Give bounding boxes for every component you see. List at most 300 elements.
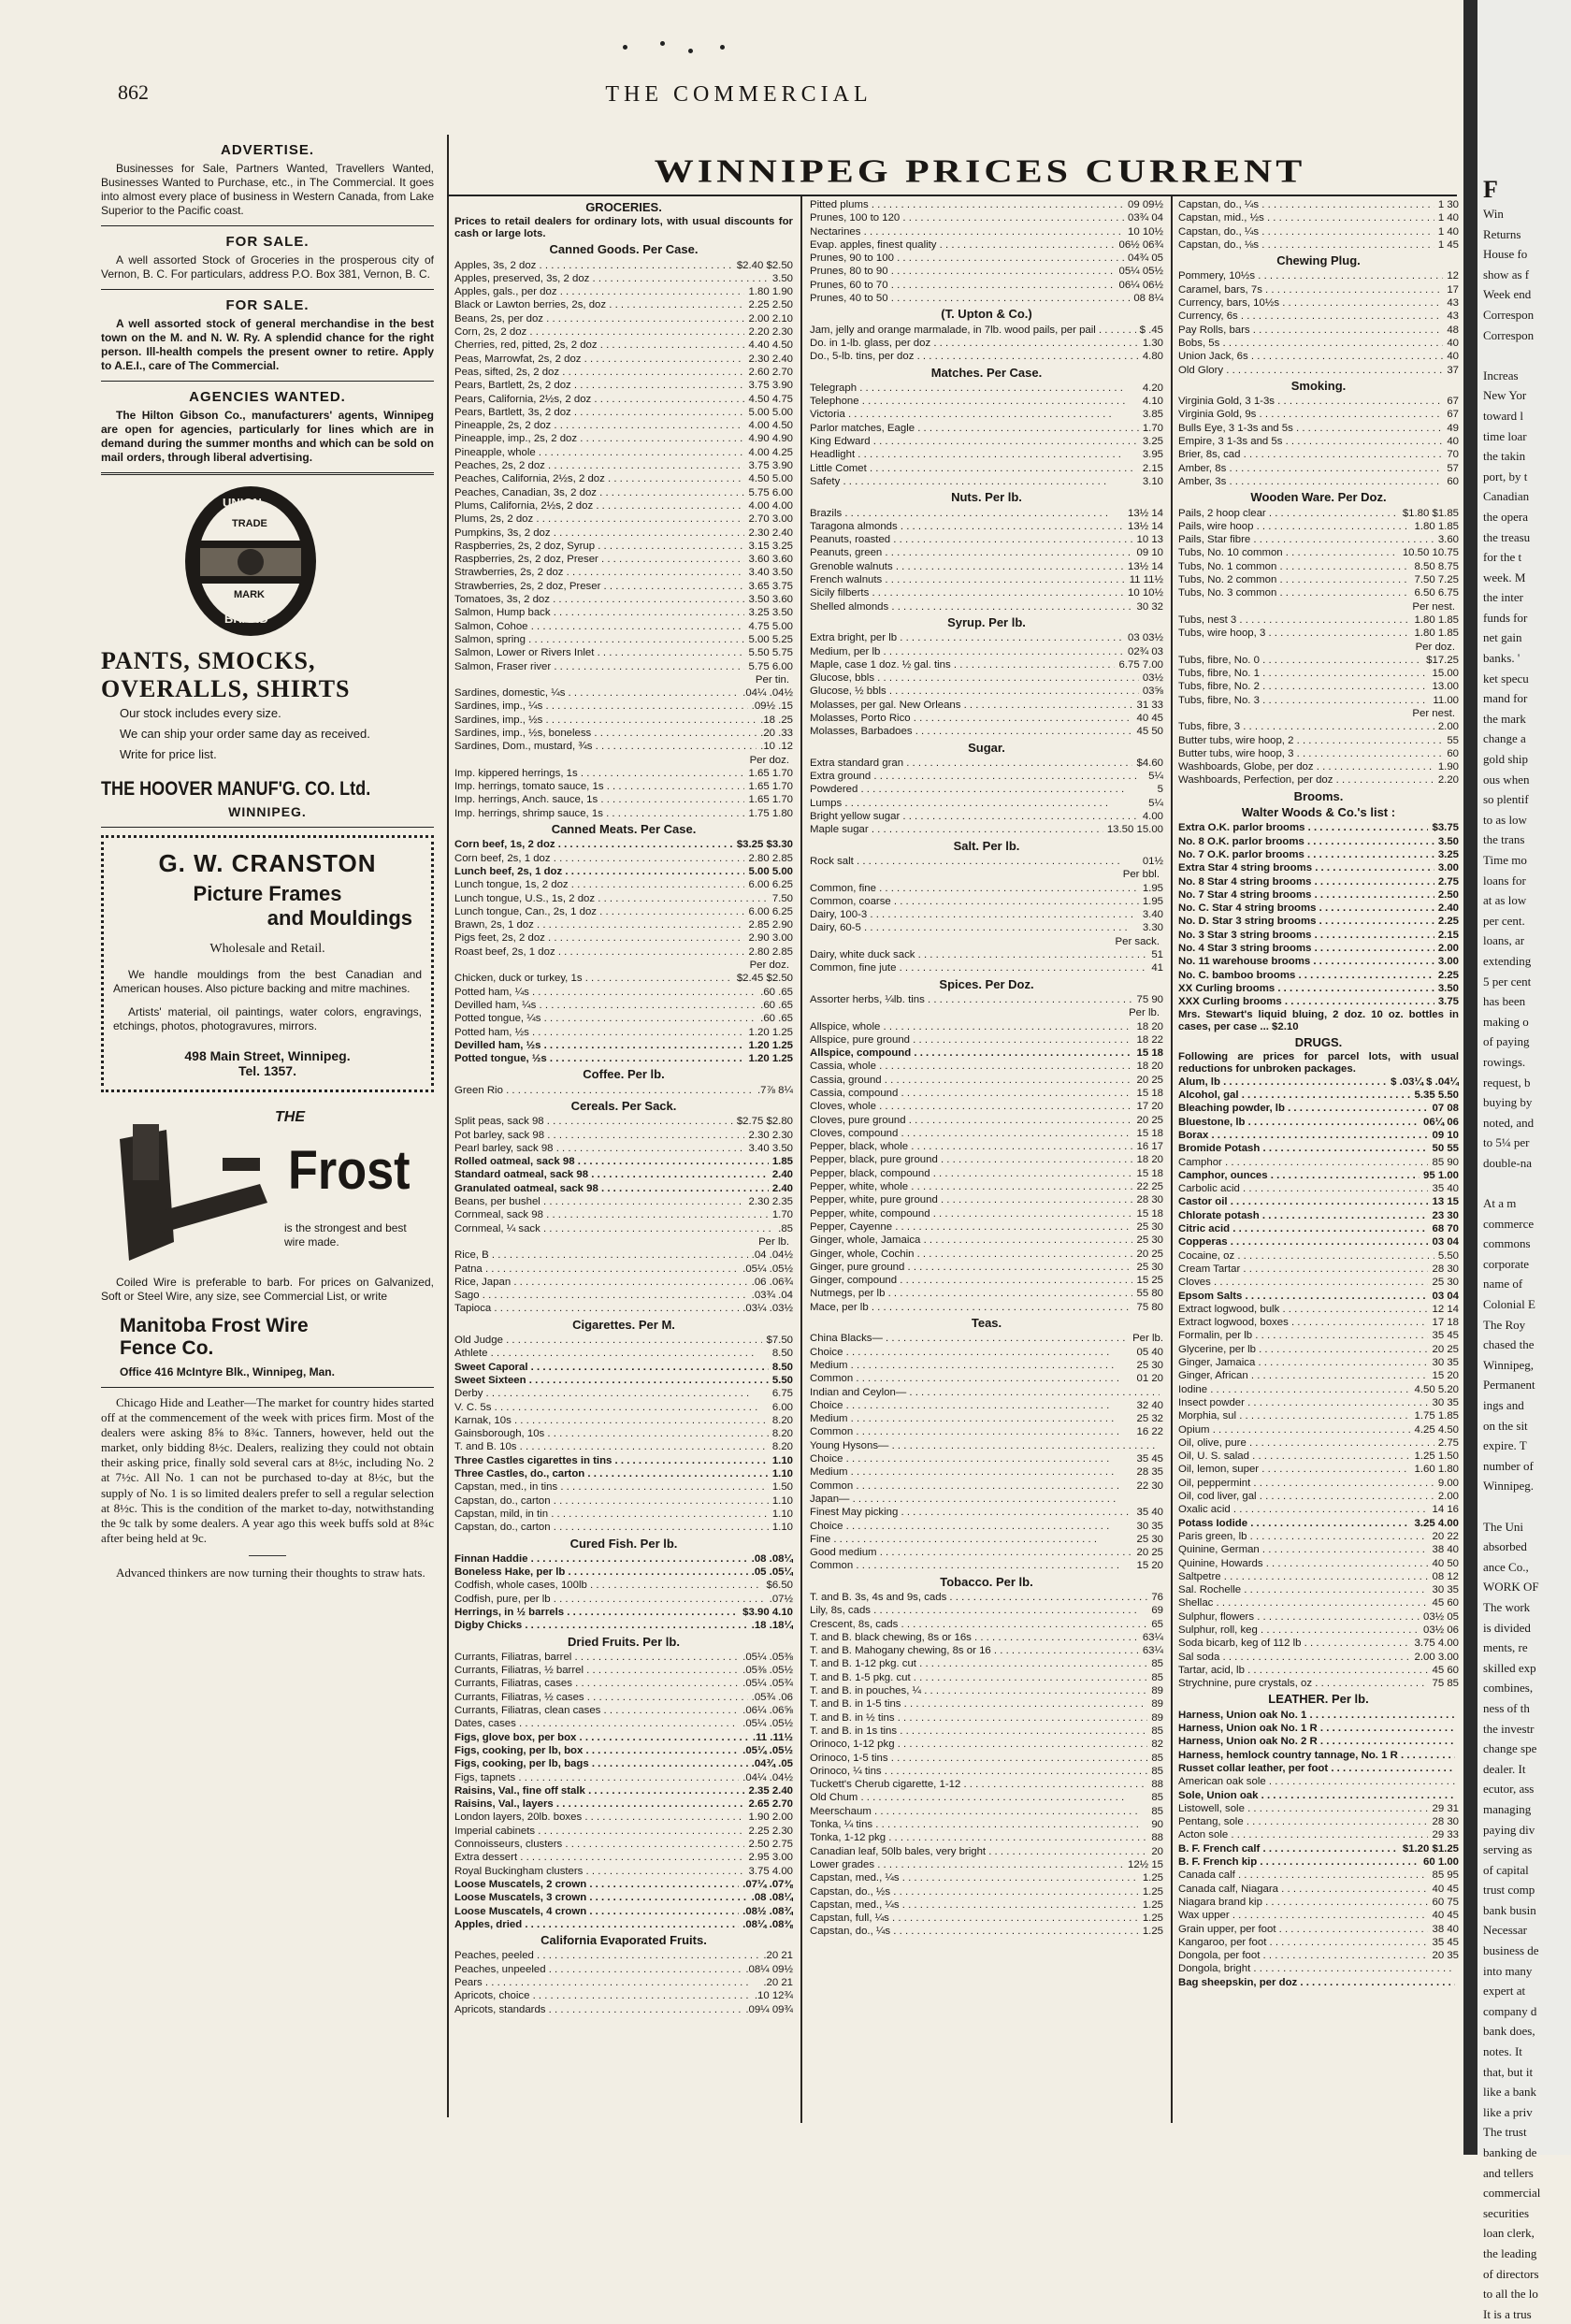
price-item-value: 2.25 2.30 (748, 1825, 793, 1837)
price-item-value: 76 (1151, 1591, 1163, 1603)
price-row (1178, 211, 1459, 224)
for-sale-text: A well assorted stock of general merchandise in the best town on the M. and N. W. Ry. A splendid chance for the right person. Ill-health compels the present owner to retire. Apply to A.E.I., care of The Commercial. (101, 317, 434, 372)
price-item-value: 67 (1447, 396, 1459, 408)
price-item-value (1455, 1749, 1459, 1762)
price-row (810, 783, 1163, 796)
price-row (810, 395, 1163, 408)
price-item-value: 1.10 (771, 1494, 793, 1507)
price-row (454, 432, 793, 445)
price-item-value (1160, 1493, 1163, 1506)
price-item-value: 4.50 5.00 (748, 473, 793, 485)
price-item-name: T. and B. 10s . . . (454, 1440, 769, 1453)
union-word: UNION (223, 496, 262, 510)
price-item-name: Pears, Bartlett, 3s, 2 doz . . . (454, 406, 744, 419)
price-item-value: 3.30 (1142, 922, 1163, 934)
price-item-name: Medium . . . (810, 1359, 1132, 1372)
hoover-city: WINNIPEG. (228, 804, 307, 819)
adjacent-page-line: ings and (1483, 1398, 1524, 1413)
price-row (1178, 1762, 1459, 1775)
price-item-value: 15.00 (1432, 668, 1459, 680)
price-item-value: 17 18 (1432, 1317, 1459, 1329)
price-item-name: Tubs, fibre, No. 3 . . . (1178, 694, 1429, 707)
price-item-name: Tubs, fibre, No. 1 . . . (1178, 667, 1428, 680)
price-row (1178, 350, 1459, 363)
price-item-value: .05¼ .05½ (742, 1718, 793, 1730)
price-row (810, 238, 1163, 252)
price-item-value: 17 20 (1136, 1101, 1163, 1113)
price-item-value: 35 45 (1432, 1936, 1459, 1948)
price-item-value: 3.25 4.00 (1414, 1517, 1459, 1529)
divider (101, 472, 434, 475)
price-item-name: Common . . . (810, 1425, 1132, 1438)
price-item-name: Acton sole . . . (1178, 1828, 1428, 1841)
adjacent-page-line: Returns (1483, 226, 1521, 241)
price-row (454, 406, 793, 419)
price-item-value: 1.25 (1142, 1885, 1163, 1898)
price-item-value: 01½ (1142, 855, 1163, 867)
price-item-name: Washboards, Globe, per doz . . . (1178, 760, 1434, 773)
price-item-name: Maple sugar . . . (810, 823, 1103, 836)
price-row (810, 1506, 1163, 1519)
price-row (810, 1248, 1163, 1261)
price-row (454, 1963, 793, 1976)
price-item-name: Opium . . . (1178, 1423, 1410, 1436)
price-item-value: 30 35 (1432, 1584, 1459, 1596)
price-row (810, 1818, 1163, 1831)
price-row (1178, 915, 1459, 928)
price-item-name: Choice . . . (810, 1520, 1132, 1533)
price-row (454, 727, 793, 740)
price-item-name: Capstan, full, ¼s . . . (810, 1912, 1139, 1925)
price-item-value (1455, 1762, 1459, 1775)
adjacent-page-line: dealer. It (1483, 1761, 1526, 1776)
price-item-value: 1.25 (1142, 1872, 1163, 1884)
adjacent-page-line: absorbed (1483, 1539, 1527, 1554)
price-unit-label: Per doz. (1415, 641, 1455, 653)
price-item-name: Digby Chicks . . . (454, 1619, 748, 1632)
price-row (1178, 747, 1459, 760)
adjacent-page-line: Colonial E (1483, 1297, 1535, 1312)
price-row (810, 1193, 1163, 1206)
price-item-name: Salmon, Cohoe . . . (454, 620, 744, 633)
adjacent-page-line: ecutor, ass (1483, 1782, 1535, 1797)
price-row (454, 1771, 793, 1784)
price-item-name: Roast beef, 2s, 1 doz . . . (454, 945, 744, 959)
price-item-value: .05¾ .06 (751, 1691, 793, 1703)
price-row (1178, 627, 1459, 640)
price-row (454, 1414, 793, 1427)
adjacent-page-line: Necessar (1483, 1923, 1527, 1938)
price-item-value: 3.60 (1437, 534, 1459, 546)
price-item-value (1455, 1735, 1459, 1748)
price-item-name: Sulphur, roll, keg . . . (1178, 1624, 1420, 1637)
price-item-value: 03½ 05 (1422, 1610, 1459, 1623)
price-item-name: Devilled ham, ¼s . . . (454, 999, 757, 1012)
price-unit-label: Per lb. (1129, 1007, 1160, 1019)
price-item-name: Sweet Sixteen . . . (454, 1374, 769, 1387)
price-row (810, 921, 1163, 934)
price-row (810, 797, 1163, 810)
price-item-value: 12 14 (1432, 1303, 1459, 1315)
divider (101, 1387, 434, 1388)
price-item-name: Little Comet . . . (810, 462, 1139, 475)
price-row (1178, 395, 1459, 408)
price-item-name: Ginger, Jamaica . . . (1178, 1356, 1428, 1369)
price-row (1178, 1463, 1459, 1476)
adjacent-page-line: securities (1483, 2205, 1530, 2220)
print-speck (623, 45, 627, 50)
price-item-value: 28 30 (1432, 1263, 1459, 1275)
price-item-value: 65 (1151, 1618, 1163, 1630)
price-item-name: Pears, California, 2½s, 2 doz . . . (454, 393, 744, 406)
price-item-name: Allspice, whole . . . (810, 1020, 1132, 1033)
adjacent-page-line: time loar (1483, 428, 1527, 443)
price-item-value: 3.40 3.50 (748, 1142, 793, 1154)
adjacent-page-line: ments, re (1483, 1640, 1528, 1655)
price-item-value: 60 (1447, 475, 1459, 487)
price-item-name: Brawn, 2s, 1 doz . . . (454, 918, 744, 931)
price-item-name: Finest May picking . . . (810, 1506, 1132, 1519)
price-row (454, 878, 793, 891)
adjacent-page-line: The Uni (1483, 1519, 1523, 1534)
price-item-name: Maple, case 1 doz. ½ gal. tins . . . (810, 658, 1115, 671)
price-item-name: Common, fine jute . . . (810, 961, 1147, 974)
price-item-value: 1.95 (1142, 895, 1163, 907)
price-item-name: Cherries, red, pitted, 2s, 2 doz . . . (454, 339, 744, 352)
price-item-value: 28 35 (1136, 1466, 1163, 1479)
price-item-name: Kangaroo, per foot . . . (1178, 1936, 1428, 1949)
price-item-name: No. 8 O.K. parlor brooms . . . (1178, 835, 1434, 848)
price-row (810, 712, 1163, 725)
price-item-value: 40 45 (1432, 1883, 1459, 1895)
price-row (454, 272, 793, 285)
adjacent-page-line: at as low (1483, 893, 1527, 908)
price-row (1178, 1557, 1459, 1570)
adjacent-page-line: loan clerk, (1483, 2226, 1535, 2241)
brand-word: BRAND (224, 612, 268, 626)
price-item-value: .05¼ .05½ (742, 1263, 793, 1275)
price-section-heading: Teas. (971, 1316, 1002, 1331)
price-item-name: Extra bright, per lb . . . (810, 631, 1124, 644)
price-row (810, 823, 1163, 836)
price-item-value (1455, 1709, 1459, 1722)
price-row (810, 382, 1163, 395)
price-item-name: Peanuts, green . . . (810, 546, 1132, 559)
price-row (454, 606, 793, 619)
price-row (1178, 835, 1459, 848)
price-row (1178, 995, 1459, 1008)
price-item-name: Cocaine, oz . . . (1178, 1249, 1434, 1263)
price-row (454, 1606, 793, 1619)
price-item-value: .06¼ .06⅝ (742, 1705, 793, 1717)
price-row (810, 435, 1163, 448)
price-item-value: 8.20 (771, 1441, 793, 1453)
price-row (1178, 1075, 1459, 1089)
price-item-value: 30 35 (1136, 1520, 1163, 1532)
adjacent-page-line: skilled exp (1483, 1660, 1536, 1675)
price-row (454, 905, 793, 918)
price-item-value: 3.10 (1142, 475, 1163, 487)
adjacent-page-line: Increas (1483, 368, 1519, 383)
price-item-value: 15 18 (1136, 1167, 1163, 1179)
price-row (1178, 1369, 1459, 1382)
price-row (1178, 324, 1459, 337)
price-item-name: No. 11 warehouse brooms . . . (1178, 955, 1434, 968)
price-column-middle (810, 198, 1163, 1939)
price-item-name: Black or Lawton berries, 2s, doz . . . (454, 298, 744, 311)
price-row (1178, 1490, 1459, 1503)
price-item-name: Paris green, lb . . . (1178, 1530, 1428, 1543)
price-row (810, 1791, 1163, 1804)
price-item-value: 12 (1447, 270, 1459, 282)
price-row (454, 499, 793, 512)
price-item-name: Quinine, German . . . (1178, 1543, 1428, 1556)
adjacent-page-line: commerce (1483, 1216, 1535, 1231)
price-row (1178, 560, 1459, 573)
price-item-value: 63¼ (1142, 1645, 1163, 1657)
price-item-name: Imperial cabinets . . . (454, 1825, 744, 1838)
price-item-value: 01 20 (1136, 1373, 1163, 1385)
price-row (454, 1878, 793, 1891)
price-row (1178, 1436, 1459, 1450)
price-item-value: 1.25 (1142, 1926, 1163, 1938)
price-item-name: Raisins, Val., layers . . . (454, 1797, 744, 1811)
price-section-heading: Spices. Per Doz. (939, 976, 1034, 991)
price-item-value: 20 25 (1136, 1114, 1163, 1126)
adjacent-page-line: buying by (1483, 1095, 1533, 1110)
price-item-name: Pineapple, whole . . . (454, 446, 744, 459)
price-row (810, 1060, 1163, 1073)
price-item-value: $6.50 (766, 1580, 793, 1592)
price-item-value: 15 18 (1136, 1047, 1163, 1060)
price-item-name: Capstan, do., ¼s . . . (1178, 225, 1434, 238)
hoover-heading: OVERALLS, SHIRTS (101, 675, 351, 702)
price-item-name: Peanuts, roasted . . . (810, 533, 1132, 546)
price-item-value: 55 (1447, 734, 1459, 746)
price-item-value: 31 33 (1136, 699, 1163, 711)
price-item-name: Ginger, pure ground . . . (810, 1261, 1132, 1274)
price-item-value: 8.50 8.75 (1414, 560, 1459, 572)
price-item-value: 85 (1151, 1805, 1163, 1817)
price-item-name: Dongola, per foot . . . (1178, 1949, 1428, 1962)
price-row (454, 339, 793, 352)
price-item-name: Castor oil . . . (1178, 1195, 1428, 1208)
price-unit-label: Per tin. (755, 673, 789, 686)
price-item-name: Borax . . . (1178, 1129, 1428, 1142)
price-item-name: Old Chum . . . (810, 1791, 1147, 1804)
price-item-name: Tubs, fibre, 3 . . . (1178, 720, 1434, 733)
price-row (454, 1347, 793, 1360)
price-row (1178, 586, 1459, 599)
adjacent-page-line: change spe (1483, 1741, 1537, 1756)
price-row (1178, 1962, 1459, 1975)
price-item-value: 8.50 (771, 1361, 793, 1373)
price-row (454, 459, 793, 472)
price-section-heading: Nuts. Per lb. (951, 490, 1022, 505)
price-item-name: T. and B. 3s, 4s and 9s, cads . . . (810, 1591, 1147, 1604)
price-item-value: 03 04 (1432, 1236, 1459, 1249)
price-item-name: Grenoble walnuts . . . (810, 560, 1124, 573)
price-row (810, 225, 1163, 238)
price-item-value: 23 30 (1432, 1209, 1459, 1221)
price-item-name: Tonka, ¼ tins . . . (810, 1818, 1147, 1831)
price-item-value: 2.30 2.40 (748, 353, 793, 365)
price-item-name: Oil, lemon, super . . . (1178, 1463, 1410, 1476)
price-item-name: Glucose, ½ bbls . . . (810, 685, 1139, 698)
price-item-name: T. and B. 1-5 pkg. cut . . . (810, 1671, 1147, 1684)
price-row (454, 1182, 793, 1195)
price-item-value: 32 40 (1136, 1399, 1163, 1411)
price-item-name: Orinoco, 1-5 tins . . . (810, 1752, 1147, 1765)
price-unit-label: Per doz. (749, 960, 789, 972)
price-item-value: 5.75 6.00 (748, 486, 793, 498)
price-item-name: Plums, California, 2½s, 2 doz . . . (454, 499, 744, 512)
price-item-value: 20 35 (1432, 1950, 1459, 1962)
price-item-name: Wax upper . . . (1178, 1909, 1428, 1922)
price-row (810, 533, 1163, 546)
price-row (1178, 1596, 1459, 1609)
price-item-name: Citric acid . . . (1178, 1222, 1428, 1235)
price-item-value: 2.00 3.00 (1414, 1651, 1459, 1663)
price-item-value: 37 (1447, 364, 1459, 376)
adjacent-page-line: expire. T (1483, 1438, 1527, 1453)
price-row (1178, 1316, 1459, 1329)
price-item-name: Raisins, Val., fine off stalk . . . (454, 1784, 744, 1797)
price-item-value: 2.25 2.50 (748, 299, 793, 311)
adjacent-page-line: Correspon (1483, 327, 1535, 342)
price-item-value: 15 18 (1136, 1088, 1163, 1099)
price-row (810, 573, 1163, 586)
adjacent-page-line: toward l (1483, 408, 1523, 423)
price-item-value: .03¾ .04 (751, 1290, 793, 1302)
price-section-heading: Salt. Per lb. (953, 838, 1020, 853)
price-item-name: Codfish, pure, per lb . . . (454, 1593, 766, 1606)
price-item-value: $7.50 (766, 1335, 793, 1347)
price-row (1178, 1789, 1459, 1802)
frost-name: Frost (288, 1140, 411, 1201)
price-section-heading: DRUGS. (1294, 1034, 1343, 1049)
price-item-name: Medium . . . (810, 1412, 1132, 1425)
price-item-name: T. and B. in 1-5 tins . . . (810, 1697, 1147, 1711)
adjacent-page-line: to as low (1483, 812, 1527, 827)
price-row (454, 1976, 793, 1989)
price-item-name: Peaches, 2s, 2 doz . . . (454, 459, 744, 472)
price-item-name: Split peas, sack 98 . . . (454, 1115, 733, 1128)
price-item-name: Strawberries, 2s, 2 doz . . . (454, 566, 744, 579)
price-item-value: 40 (1447, 351, 1459, 363)
prices-current-banner: WINNIPEG PRICES CURRENT (654, 154, 1306, 190)
price-row (454, 686, 793, 700)
price-item-name: Granulated oatmeal, sack 98 . . . (454, 1182, 769, 1195)
price-item-value: 17 (1447, 283, 1459, 296)
for-sale-heading: FOR SALE. (225, 234, 310, 250)
price-row (810, 1452, 1163, 1465)
price-row (810, 1207, 1163, 1220)
price-row (1178, 1828, 1459, 1841)
price-row (810, 1493, 1163, 1506)
price-item-name: Tapioca . . . (454, 1302, 739, 1315)
adjacent-page-line: and tellers (1483, 2165, 1534, 2180)
price-item-name: Common . . . (810, 1559, 1132, 1572)
price-section-heading: Sugar. (968, 740, 1005, 755)
adjacent-page-line: funds for (1483, 610, 1528, 625)
price-item-value: $2.45 $2.50 (736, 973, 793, 985)
price-item-value: .04¾ .05 (751, 1758, 793, 1770)
price-item-name: Dairy, 60-5 . . . (810, 921, 1139, 934)
price-item-value: 2.35 2.40 (748, 1784, 793, 1797)
price-row (810, 350, 1163, 363)
cranston-address: 498 Main Street, Winnipeg. (184, 1048, 351, 1063)
price-item-value: 1.60 1.80 (1414, 1464, 1459, 1476)
adjacent-page-line: the mark (1483, 711, 1526, 726)
price-item-value: 3.75 4.00 (1414, 1638, 1459, 1650)
price-row (810, 645, 1163, 658)
price-row (1178, 1235, 1459, 1249)
price-item-value: 45 60 (1432, 1664, 1459, 1676)
price-row (810, 658, 1163, 671)
price-item-name: Pot barley, sack 98 . . . (454, 1129, 744, 1142)
divider (101, 381, 434, 382)
price-row (454, 1208, 793, 1221)
price-item-value: 3.65 3.75 (748, 580, 793, 592)
price-item-name: Telephone . . . (810, 395, 1139, 408)
price-item-name: Ginger, whole, Jamaica . . . (810, 1234, 1132, 1247)
price-item-value: .09¼ 09¾ (745, 2003, 793, 2015)
price-item-value: 1.90 (1437, 761, 1459, 773)
price-section-heading: Brooms. (1293, 788, 1344, 803)
adjacent-page-line: gold ship (1483, 752, 1529, 767)
price-item-name: Capstan, mild, in tin . . . (454, 1508, 769, 1521)
adjacent-page-line: the trans (1483, 832, 1525, 847)
price-row (454, 1508, 793, 1521)
price-item-value: 4.40 4.50 (748, 339, 793, 352)
adjacent-page-line: the opera (1483, 509, 1529, 524)
print-speck (660, 41, 665, 46)
price-item-name: XXX Curling brooms . . . (1178, 995, 1434, 1008)
price-row (810, 908, 1163, 921)
price-item-value: 1.10 (771, 1522, 793, 1534)
price-item-value: .18 .18¼ (751, 1620, 793, 1632)
price-item-value: 07 08 (1432, 1103, 1459, 1115)
price-row (454, 285, 793, 298)
price-item-value: 13.50 15.00 (1106, 824, 1163, 836)
price-item-value: 29 33 (1432, 1829, 1459, 1841)
price-item-value: 2.40 (771, 1169, 793, 1181)
price-item-name: Cloves, whole . . . (810, 1100, 1132, 1113)
price-item-value: 2.30 2.40 (748, 527, 793, 539)
price-item-value: 06¼ 06 (1422, 1116, 1459, 1128)
price-item-name: Insect powder . . . (1178, 1396, 1428, 1409)
price-item-name: T. and B. black chewing, 8s or 16s . . . (810, 1631, 1139, 1644)
price-item-value: 9.00 (1437, 1477, 1459, 1489)
price-item-value: 3.15 3.25 (748, 540, 793, 552)
price-item-name: Standard oatmeal, sack 98 . . . (454, 1168, 769, 1181)
price-item-name: Jam, jelly and orange marmalade, in 7lb. wood pails, per pail . . . (810, 324, 1136, 337)
adjacent-page-line: F (1483, 176, 1498, 203)
price-item-name: Do. in 1-lb. glass, per doz . . . (810, 337, 1139, 350)
price-item-value: 5.50 (771, 1374, 793, 1386)
price-item-name: Indian and Ceylon— . . . (810, 1386, 1160, 1399)
price-item-value: 40 45 (1432, 1910, 1459, 1922)
price-item-name: Tubs, No. 1 common . . . (1178, 560, 1410, 573)
price-item-value: .05 .05¼ (751, 1566, 793, 1579)
price-item-name: XX Curling brooms . . . (1178, 982, 1434, 995)
price-row (810, 211, 1163, 224)
price-item-value: 1.10 (771, 1508, 793, 1520)
price-row (810, 1220, 1163, 1234)
price-item-name: Pearl barley, sack 98 . . . (454, 1142, 744, 1155)
price-row (810, 475, 1163, 488)
